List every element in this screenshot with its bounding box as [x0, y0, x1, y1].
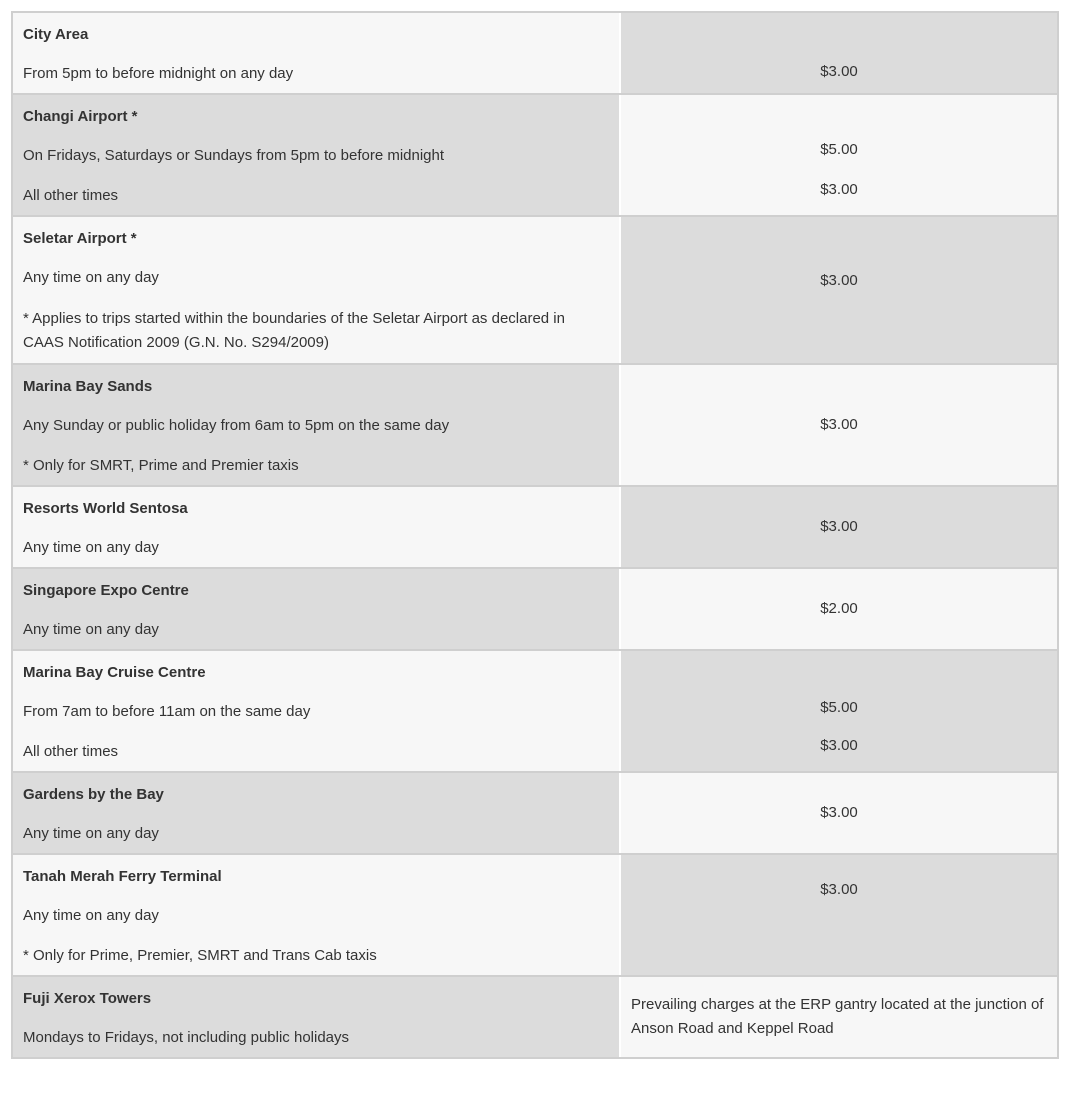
surcharge-table [11, 11, 1059, 1059]
table-row [13, 215, 1057, 363]
location-name: Changi Airport * [23, 108, 138, 125]
charge-cell [621, 569, 1057, 649]
charge-amount: $3.00 [820, 881, 858, 898]
table-row [13, 363, 1057, 485]
condition-text: Any Sunday or public holiday from 6am to 5pm on the same day [23, 417, 450, 434]
charge-amount: $3.00 [820, 804, 858, 821]
table-row [13, 853, 1057, 975]
footnote-text: * Only for SMRT, Prime and Premier taxis [23, 457, 299, 474]
charge-amount: $3.00 [820, 737, 858, 754]
location-cell [13, 365, 621, 485]
table-row [13, 975, 1057, 1057]
condition-text: Mondays to Fridays, not including public holidays [23, 1029, 350, 1046]
charge-amount: $3.00 [820, 181, 858, 198]
location-name: Gardens by the Bay [23, 786, 164, 803]
table-row [13, 13, 1057, 93]
table-row [13, 771, 1057, 853]
location-name: Singapore Expo Centre [23, 582, 189, 599]
table-row [13, 649, 1057, 771]
charge-amount: $5.00 [820, 141, 858, 158]
charge-cell [621, 13, 1057, 93]
location-cell [13, 95, 621, 215]
table-row [13, 567, 1057, 649]
condition-text: Any time on any day [23, 539, 159, 556]
location-cell [13, 773, 621, 853]
condition-text: Any time on any day [23, 621, 159, 638]
location-name: Marina Bay Sands [23, 378, 153, 395]
location-cell [13, 651, 621, 771]
charge-cell [621, 365, 1057, 485]
condition-text: From 7am to before 11am on the same day [23, 703, 311, 720]
charge-amount: $3.00 [820, 416, 858, 433]
location-name: Marina Bay Cruise Centre [23, 664, 206, 681]
location-cell [13, 13, 621, 93]
charge-cell [621, 217, 1057, 363]
charge-cell [621, 95, 1057, 215]
location-name: City Area [23, 26, 89, 43]
charge-cell [621, 487, 1057, 567]
charge-cell [621, 977, 1057, 1057]
condition-text: All other times [23, 187, 119, 204]
charge-amount: $3.00 [820, 272, 858, 289]
condition-text: Any time on any day [23, 907, 159, 924]
location-name: Seletar Airport * [23, 230, 137, 247]
condition-text: All other times [23, 743, 119, 760]
table-row [13, 485, 1057, 567]
charge-cell [621, 855, 1057, 975]
location-name: Resorts World Sentosa [23, 500, 188, 517]
condition-text: Any time on any day [23, 269, 159, 286]
location-name: Fuji Xerox Towers [23, 990, 152, 1007]
condition-text: Any time on any day [23, 825, 159, 842]
location-cell [13, 855, 621, 975]
condition-text: On Fridays, Saturdays or Sundays from 5pm to before midnight [23, 147, 445, 164]
charge-cell [621, 651, 1057, 771]
location-cell [13, 977, 621, 1057]
condition-text: From 5pm to before midnight on any day [23, 65, 294, 82]
location-cell [13, 569, 621, 649]
location-name: Tanah Merah Ferry Terminal [23, 868, 222, 885]
location-cell [13, 217, 621, 363]
table-row [13, 93, 1057, 215]
location-cell [13, 487, 621, 567]
charge-amount: $5.00 [820, 699, 858, 716]
charge-amount: $2.00 [820, 600, 858, 617]
footnote-text: * Applies to trips started within the boundaries of the Seletar Airport as declared in CAAS Notification 2009 (G.N. No. S294/2009) [23, 310, 565, 351]
charge-cell [621, 773, 1057, 853]
footnote-text: * Only for Prime, Premier, SMRT and Trans Cab taxis [23, 947, 377, 964]
charge-amount: $3.00 [820, 518, 858, 535]
charge-description: Prevailing charges at the ERP gantry located at the junction of Anson Road and Keppel Road [631, 996, 1044, 1037]
charge-amount: $3.00 [820, 63, 858, 80]
